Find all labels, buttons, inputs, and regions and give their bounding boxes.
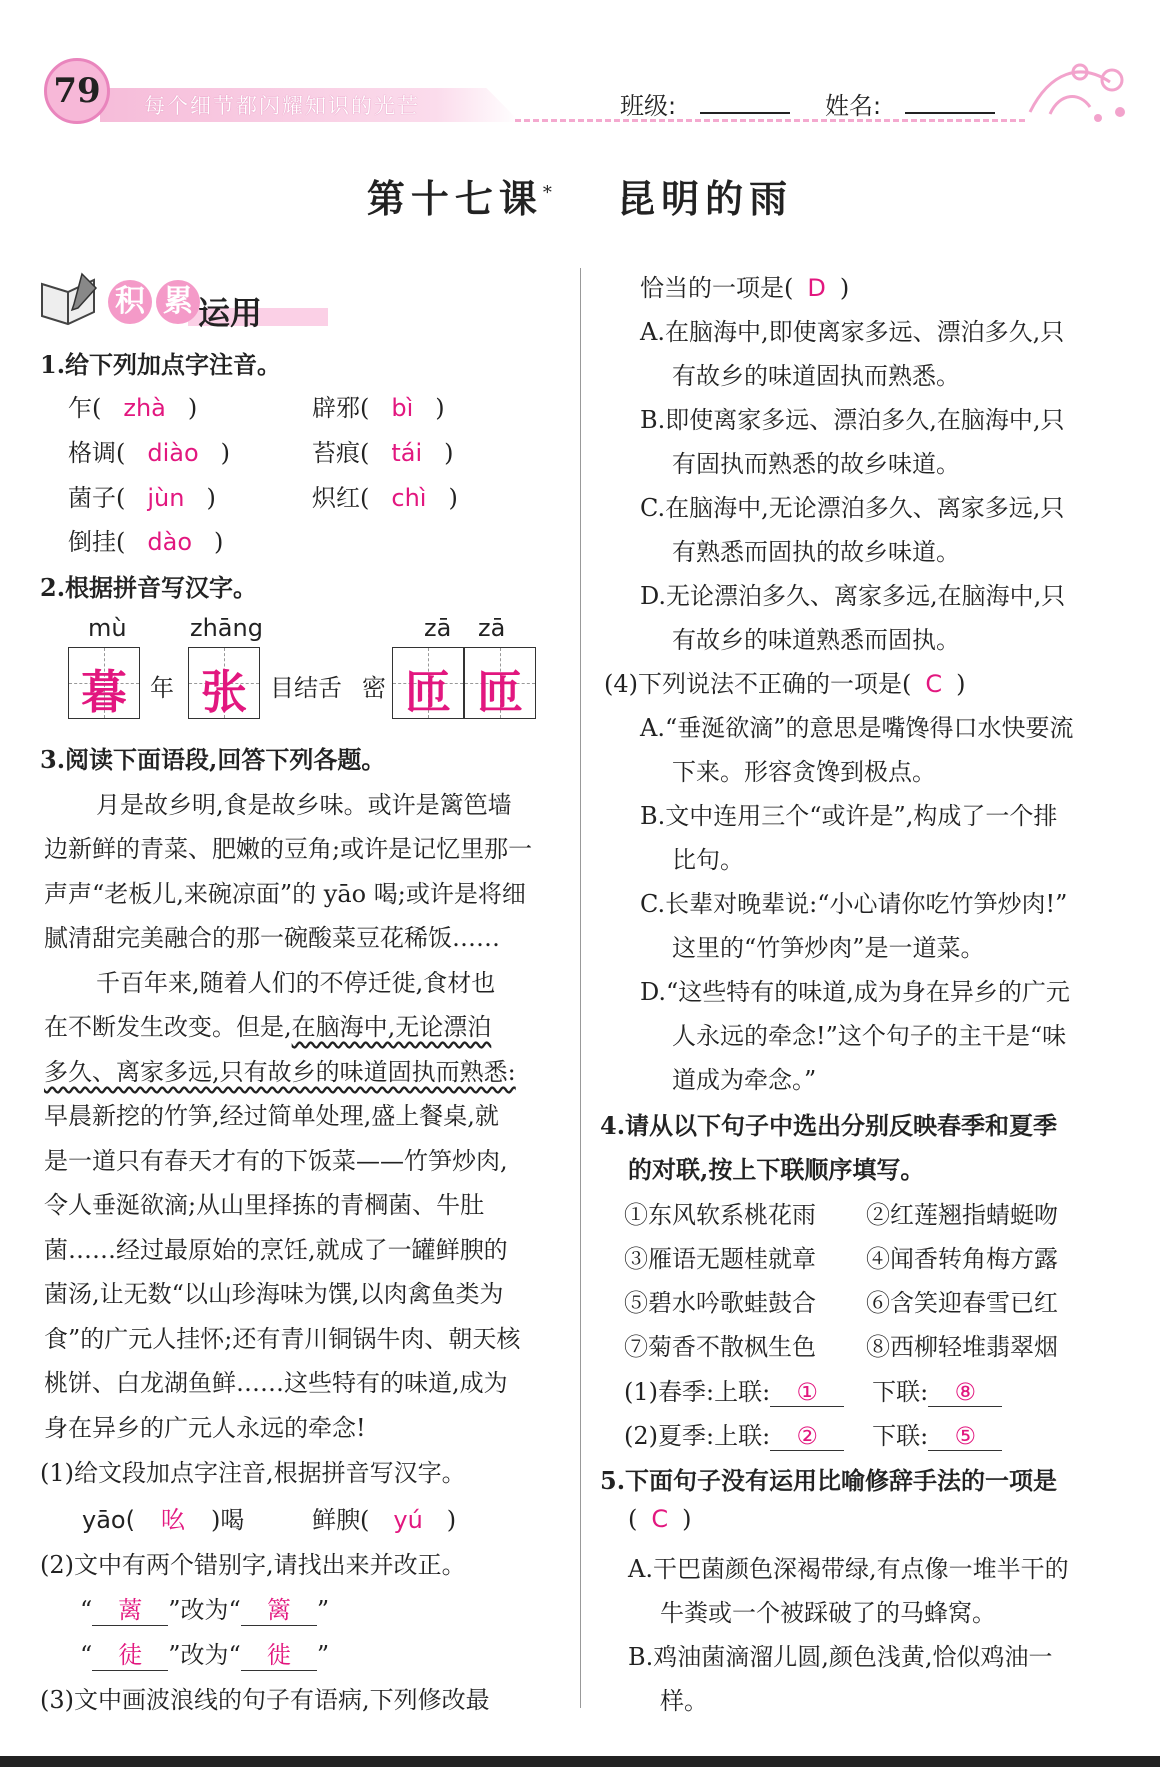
slogan: 每个细节都闪耀知识的光芒 [144,94,420,118]
option-line: A.在脑海中,即使离家多远、漂泊多久,只 [640,318,1065,346]
option-line: B.文中连用三个“或许是”,构成了一个排 [640,802,1058,830]
summer-answer-row: (2)夏季:上联: ② 下联: ⑤ [624,1416,1002,1451]
q1-item: 辟邪( bì ) [312,394,445,422]
couplet-item: ⑥含笑迎春雪已红 [866,1289,1058,1317]
spring-answer-row: (1)春季:上联: ① 下联: ⑧ [624,1372,1002,1407]
q5-stem: 5.下面句子没有运用比喻修辞手法的一项是 [600,1466,1058,1495]
lesson-number: 第十七课 [366,176,543,221]
lesson-name: 昆明的雨 [617,176,794,221]
q3-sub3: (3)文中画波浪线的句子有语病,下列修改最 [40,1686,490,1714]
q1-item: 乍( zhà ) [68,394,198,422]
option-line: B.鸡油菌滴溜儿圆,颜色浅黄,恰似鸡油一 [628,1643,1053,1671]
option-line: 有固执而熟悉的故乡味道。 [672,450,960,478]
correction-row: “ 徒 ”改为“ 徙 ” [80,1635,329,1671]
char-box[interactable]: 匝 [464,647,536,719]
q3-sub1-a: yāo( 吆 )喝 [82,1506,245,1534]
couplet-item: ①东风软系桃花雨 [624,1201,816,1229]
option-line: 样。 [660,1687,708,1715]
option-line: D.无论漂泊多久、离家多远,在脑海中,只 [640,582,1066,610]
answer: diào [147,439,199,467]
q1-item: 格调( diào ) [68,439,231,467]
q3-sub3-cont: 恰当的一项是( D ) [640,274,850,302]
q1-item: 倒挂( dào ) [68,528,224,556]
flower-ornament-icon [1020,52,1130,128]
answer: yú [393,1506,423,1534]
answer: ② [770,1422,844,1451]
badge-char-2: 累 [156,280,200,324]
passage-line: 月是故乡明,食是故乡味。或许是篱笆墙 [96,791,512,819]
char-box[interactable]: 匝 [392,647,464,719]
badge-char-1: 积 [108,280,152,324]
q2-text: 目结舌 [270,674,342,702]
answer: 徙 [241,1635,317,1671]
answer: tái [391,439,423,467]
book-pen-icon [38,272,100,328]
passage-line: 是一道只有春天才有的下饭菜——竹笋炒肉, [44,1147,508,1175]
option-line: C.长辈对晚辈说:“小心请你吃竹笋炒肉!” [640,890,1068,918]
passage-line [44,1052,516,1087]
q3-sub2: (2)文中有两个错别字,请找出来并改正。 [40,1551,466,1579]
answer: 徒 [92,1635,168,1671]
char-box[interactable]: 暮 [68,647,140,719]
column-divider [580,268,581,1708]
answer: dào [147,528,192,556]
option-line: B.即使离家多远、漂泊多久,在脑海中,只 [640,406,1065,434]
pinyin: zā [478,614,506,642]
header-dashed-line [515,119,1025,122]
passage-line: 边新鲜的青菜、肥嫩的豆角;或许是记忆里那一 [44,835,533,863]
correction-row: “ 蓠 ”改为“ 篱 ” [80,1590,329,1626]
char-box[interactable]: 张 [188,647,260,719]
option-line: 牛粪或一个被踩破了的马蜂窝。 [660,1599,996,1627]
page-number: 79 [44,58,110,124]
q1-stem: 1.给下列加点字注音。 [40,350,282,379]
lesson-title [0,168,1160,223]
option-line: 下来。形容贪馋到极点。 [672,758,936,786]
footer-bar [0,1756,1160,1767]
answer: 吆 [160,1506,185,1534]
answer: C [651,1505,669,1533]
passage-line: 桃饼、白龙湖鱼鲜……这些特有的味道,成为 [44,1369,508,1397]
answer: ⑤ [928,1422,1002,1451]
passage-line: 千百年来,随着人们的不停迁徙,食材也 [96,969,496,997]
answer: chì [391,484,427,512]
option-line: 人永远的牵念!”这个句子的主干是“味 [672,1022,1067,1050]
q1-item: 炽红( chì ) [312,484,458,512]
q5-answer: ( C ) [628,1505,692,1533]
q4-stem: 的对联,按上下联顺序填写。 [628,1155,925,1184]
class-label: 班级: [620,92,677,120]
option-line: 道成为牵念。” [672,1066,817,1094]
class-blank[interactable] [700,112,790,114]
wavy-sentence: 在脑海中,无论漂泊 [291,1013,492,1041]
name-label: 姓名: [825,92,882,120]
passage-line: 在不断发生改变。但是,在脑海中,无论漂泊 [44,1013,492,1041]
pinyin: mù [88,614,127,642]
q4-stem: 4.请从以下句子中选出分别反映春季和夏季 [600,1111,1058,1140]
passage-line: 腻清甜完美融合的那一碗酸菜豆花稀饭…… [44,924,500,952]
badge-text: 运用 [198,294,263,332]
passage-line: 食”的广元人挂怀;还有青川铜锅牛肉、朝天核 [44,1325,521,1353]
q3-stem: 3.阅读下面语段,回答下列各题。 [40,745,386,774]
pinyin: zhāng [190,614,263,642]
answer: D [807,274,826,302]
answer: 蓠 [92,1590,168,1626]
option-line: 比句。 [672,846,744,874]
name-blank[interactable] [905,112,995,114]
passage-line: 菌汤,让无数“以山珍海味为馔,以肉禽鱼类为 [44,1280,504,1308]
answer: ① [770,1378,844,1407]
q3-sub1: (1)给文段加点字注音,根据拼音写汉字。 [40,1459,466,1487]
answer: bì [391,394,414,422]
couplet-item: ⑤碧水吟歌蛙鼓合 [624,1289,816,1317]
answer: jùn [147,484,185,512]
couplet-item: ③雁语无题桂就章 [624,1245,816,1273]
option-line: 有故乡的味道熟悉而固执。 [672,626,960,654]
q3-sub1-b: 鲜腴( yú ) [312,1506,457,1534]
answer: 篱 [241,1590,317,1626]
couplet-item: ⑦菊香不散枫生色 [624,1333,816,1361]
answer: ⑧ [928,1378,1002,1407]
q1-item: 菌子( jùn ) [68,484,216,512]
option-line: 有故乡的味道固执而熟悉。 [672,362,960,390]
q2-text: 年 [150,674,174,702]
q1-item: 苔痕( tái ) [312,439,454,467]
q2-stem: 2.根据拼音写汉字。 [40,573,258,602]
answer: C [925,670,943,698]
passage-line: 菌……经过最原始的烹饪,就成了一罐鲜腴的 [44,1236,508,1264]
optional-lesson-mark: * [542,182,558,204]
passage-line: 早晨新挖的竹笋,经过简单处理,盛上餐桌,就 [44,1102,499,1130]
wavy-sentence: 多久、离家多远,只有故乡的味道固执而熟悉: [44,1058,516,1086]
couplet-item: ②红莲翘指蜻蜓吻 [866,1201,1058,1229]
passage-line: 声声“老板儿,来碗凉面”的 yāo 喝;或许是将细 [44,880,526,908]
option-line: C.在脑海中,无论漂泊多久、离家多远,只 [640,494,1065,522]
passage-line: 令人垂涎欲滴;从山里择拣的青棡菌、牛肚 [44,1191,485,1219]
q3-sub4: (4)下列说法不正确的一项是( C ) [604,670,966,698]
couplet-item: ⑧西柳轻堆翡翠烟 [866,1333,1058,1361]
option-line: A.“垂涎欲滴”的意思是嘴馋得口水快要流 [640,714,1074,742]
passage-line: 身在异乡的广元人永远的牵念! [44,1414,366,1442]
pinyin: zā [424,614,452,642]
couplet-item: ④闻香转角梅方露 [866,1245,1058,1273]
option-line: 有熟悉而固执的故乡味道。 [672,538,960,566]
option-line: D.“这些特有的味道,成为身在异乡的广元 [640,978,1070,1006]
option-line: A.干巴菌颜色深褐带绿,有点像一堆半干的 [628,1555,1069,1583]
answer: zhà [123,394,166,422]
section-badge [38,270,298,332]
q2-text: 密 [362,674,386,702]
option-line: 这里的“竹笋炒肉”是一道菜。 [672,934,985,962]
